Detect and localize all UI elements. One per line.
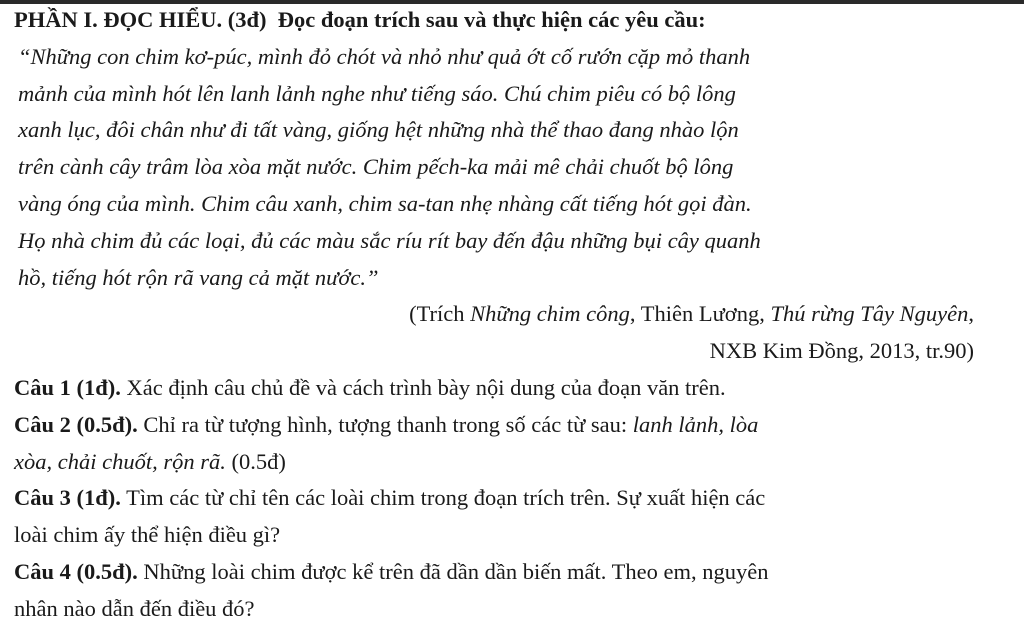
question-2-continued <box>14 444 974 481</box>
question-words-cont: xòa, chải chuốt, rộn rã. <box>14 448 226 474</box>
question-3 <box>14 480 974 517</box>
question-points: (0.5đ) <box>225 448 286 474</box>
book-title: Thú rừng Tây Nguyên <box>770 301 969 327</box>
question-text: Những loài chim được kể trên đã dần dần biến mất. Theo em, nguyên <box>137 558 769 584</box>
passage-line: Họ nhà chim đủ các loại, đủ các màu sắc ríu rít bay đến đậu những bụi cây quanh <box>18 227 761 253</box>
question-list <box>14 370 974 628</box>
source-citation <box>14 296 974 370</box>
document-page <box>14 2 974 628</box>
question-words: lanh lảnh, lòa <box>632 411 759 437</box>
passage-line: mảnh của mình hót lên lanh lảnh nghe như tiếng sáo. Chú chim piêu có bộ lông <box>18 80 736 106</box>
citation-author: , Thiên Lương, <box>629 301 771 327</box>
question-label: Câu 3 (1đ). <box>14 485 121 511</box>
citation-trail: , <box>968 301 974 327</box>
question-4-continued: nhân nào dẫn đến điều đó? <box>14 595 255 621</box>
section-instruction: Đọc đoạn trích sau và thực hiện các yêu cầu: <box>277 7 706 32</box>
question-text: Chỉ ra từ tượng hình, tượng thanh trong số các từ sau: <box>137 411 633 437</box>
passage-line: “Những con chim kơ-púc, mình đỏ chót và nhỏ như quả ớt cố rướn cặp mỏ thanh <box>18 43 751 69</box>
question-4 <box>14 554 974 591</box>
question-1 <box>14 370 974 407</box>
excerpt-title: Những chim công <box>470 301 630 327</box>
section-label: PHẦN I. ĐỌC HIỂU. (3đ) <box>14 7 267 32</box>
citation-line-1 <box>14 296 974 333</box>
question-label: Câu 1 (1đ). <box>14 374 121 400</box>
citation-open: (Trích <box>409 301 471 327</box>
question-label: Câu 4 (0.5đ). <box>14 558 138 584</box>
passage-line: vàng óng của mình. Chim câu xanh, chim sa-tan nhẹ nhàng cất tiếng hót gọi đàn. <box>18 190 752 216</box>
question-2 <box>14 407 974 444</box>
question-text: Tìm các từ chỉ tên các loài chim trong đoạn trích trên. Sự xuất hiện các <box>120 485 766 511</box>
section-heading <box>14 2 974 39</box>
question-text: Xác định câu chủ đề và cách trình bày nội dung của đoạn văn trên. <box>120 374 726 400</box>
citation-line-2: NXB Kim Đồng, 2013, tr.90) <box>709 338 974 364</box>
passage-line: xanh lục, đôi chân như đi tất vàng, giống hệt những nhà thể thao đang nhào lộn <box>18 117 739 143</box>
passage-line: hồ, tiếng hót rộn rã vang cả mặt nước.” <box>18 264 379 290</box>
question-3-continued: loài chim ấy thể hiện điều gì? <box>14 522 281 548</box>
question-label: Câu 2 (0.5đ). <box>14 411 138 437</box>
passage-line: trên cành cây trâm lòa xòa mặt nước. Chim pếch-ka mải mê chải chuốt bộ lông <box>18 154 734 180</box>
passage <box>14 39 974 297</box>
